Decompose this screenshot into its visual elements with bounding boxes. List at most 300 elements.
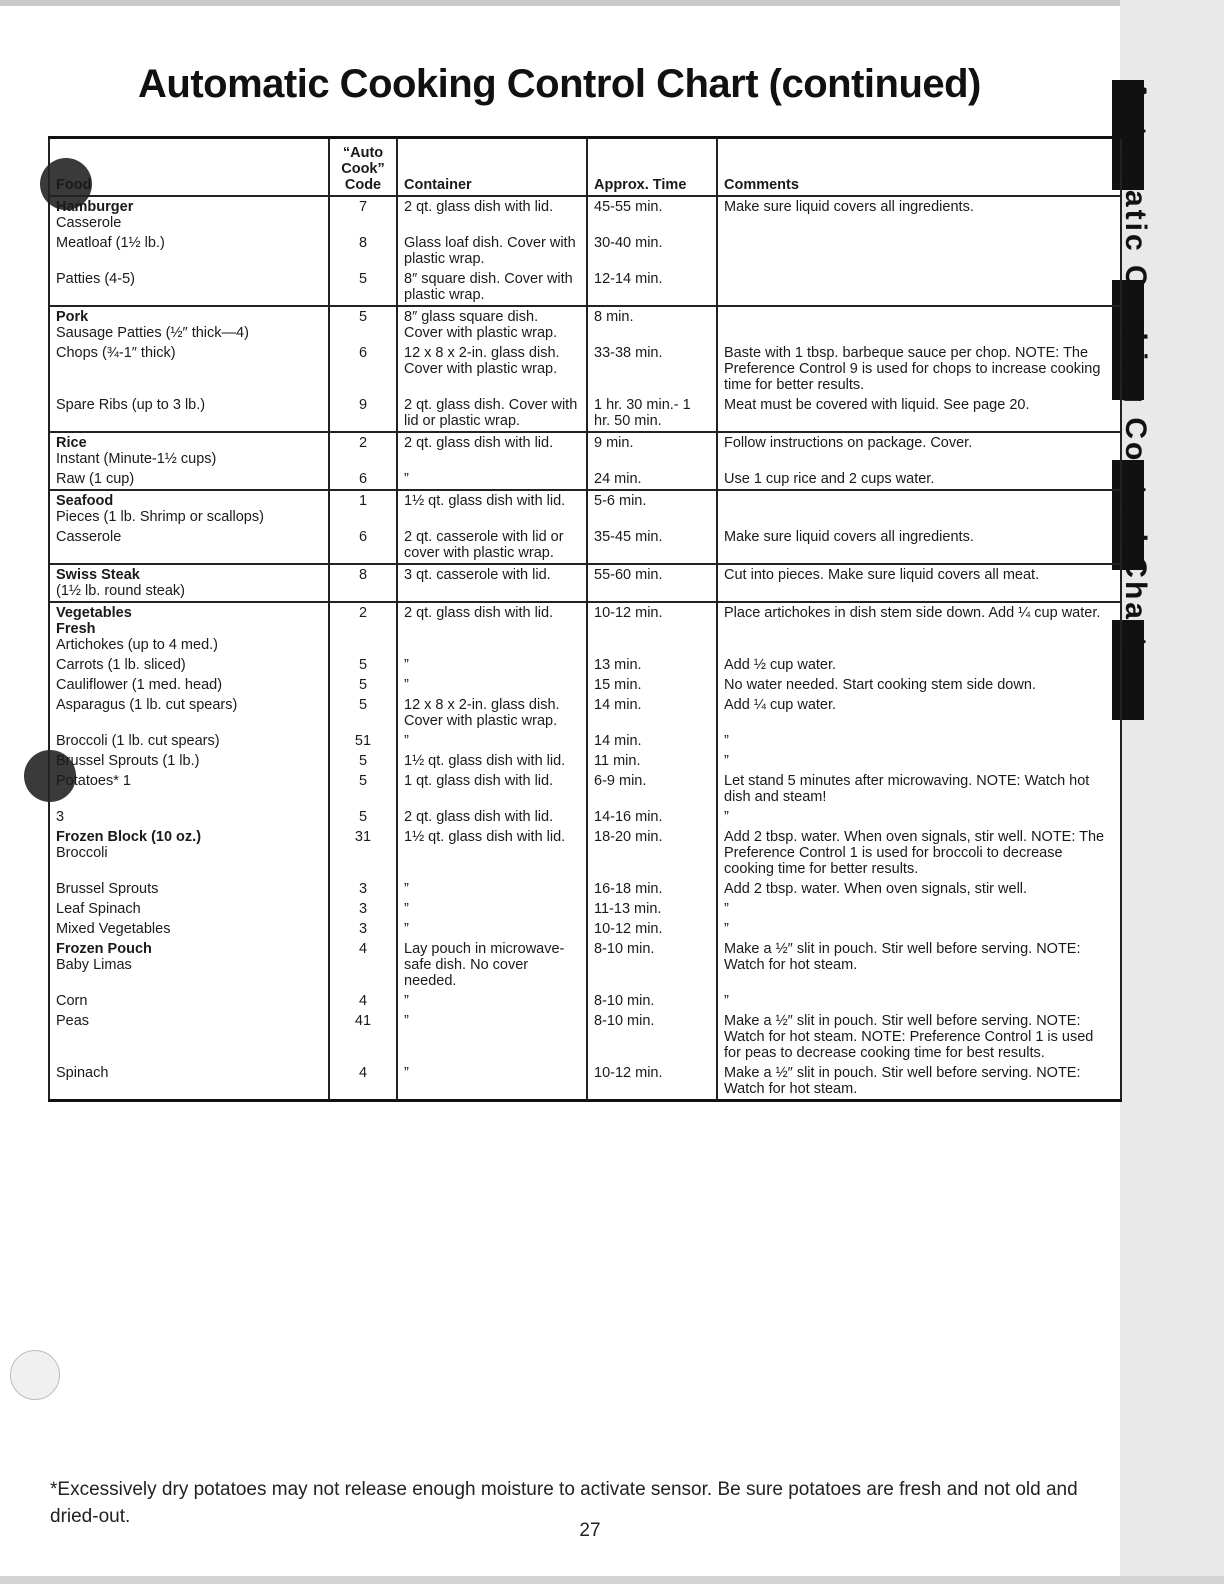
time-value: 5-6 min. xyxy=(594,493,647,509)
time-value: 13 min. xyxy=(594,657,642,673)
container-value: 12 x 8 x 2-in. glass dish. Cover with plastic wrap. xyxy=(404,345,560,377)
food-item: Pieces (1 lb. Shrimp or scallops) xyxy=(56,509,264,525)
cell-code xyxy=(329,879,397,899)
cell-container xyxy=(397,432,587,469)
food-item: Meatloaf (1½ lb.) xyxy=(56,235,165,251)
cell-code xyxy=(329,751,397,771)
cell-code xyxy=(329,939,397,991)
code-value: 41 xyxy=(354,1013,372,1029)
cell-food xyxy=(49,919,329,939)
cell-comments xyxy=(717,269,1121,306)
time-value: 33-38 min. xyxy=(594,345,663,361)
page-number: 27 xyxy=(579,1520,601,1541)
table-row xyxy=(49,919,1121,939)
cell-time xyxy=(587,269,717,306)
cell-food xyxy=(49,991,329,1011)
cell-code xyxy=(329,695,397,731)
food-item: Chops (¾-1″ thick) xyxy=(56,345,176,361)
cell-container xyxy=(397,343,587,395)
table-row xyxy=(49,675,1121,695)
food-subgroup-name: Fresh xyxy=(56,621,96,637)
food-subgroup-name: Frozen Block (10 oz.) xyxy=(56,829,202,845)
comments-value: No water needed. Start cooking stem side down. xyxy=(724,677,1036,693)
comments-value: Place artichokes in dish stem side down. Add ¼ cup water. xyxy=(724,605,1101,621)
cell-container xyxy=(397,731,587,751)
cell-time xyxy=(587,675,717,695)
food-item: Carrots (1 lb. sliced) xyxy=(56,657,186,673)
comments-value: Make sure liquid covers all ingredients. xyxy=(724,199,974,215)
table-row xyxy=(49,771,1121,807)
food-group-name: Hamburger xyxy=(56,199,134,215)
code-value: 51 xyxy=(354,733,372,749)
cell-food xyxy=(49,306,329,343)
cell-container xyxy=(397,771,587,807)
food-group-name: Rice xyxy=(56,435,87,451)
cell-code xyxy=(329,469,397,490)
time-value: 14 min. xyxy=(594,697,642,713)
container-value: 1½ qt. glass dish with lid. xyxy=(404,829,566,845)
cell-container xyxy=(397,879,587,899)
container-value: ” xyxy=(404,677,409,693)
table-row xyxy=(49,490,1121,527)
cell-code xyxy=(329,233,397,269)
cell-container xyxy=(397,695,587,731)
code-value: 4 xyxy=(358,941,368,957)
container-value: ” xyxy=(404,921,409,937)
table-row xyxy=(49,695,1121,731)
food-item: Broccoli (1 lb. cut spears) xyxy=(56,733,220,749)
table-row xyxy=(49,343,1121,395)
cell-comments xyxy=(717,879,1121,899)
food-item: Asparagus (1 lb. cut spears) xyxy=(56,697,238,713)
code-value: 31 xyxy=(354,829,372,845)
code-value: 8 xyxy=(358,235,368,251)
container-value: 1½ qt. glass dish with lid. xyxy=(404,493,566,509)
table-row xyxy=(49,564,1121,602)
time-value: 10-12 min. xyxy=(594,921,663,937)
food-item: Peas xyxy=(56,1013,90,1029)
cell-time xyxy=(587,395,717,432)
cell-time xyxy=(587,490,717,527)
container-value: ” xyxy=(404,993,409,1009)
cell-code xyxy=(329,1011,397,1063)
cell-container xyxy=(397,675,587,695)
cell-comments xyxy=(717,233,1121,269)
cell-container xyxy=(397,1063,587,1101)
page-title: Automatic Cooking Control Chart (continued) xyxy=(138,62,981,106)
food-item: Corn xyxy=(56,993,88,1009)
table-row xyxy=(49,306,1121,343)
table-row xyxy=(49,233,1121,269)
comments-value: Make a ½″ slit in pouch. Stir well before serving. NOTE: Watch for hot steam. xyxy=(724,941,1081,973)
table-header-row xyxy=(49,138,1121,197)
cell-time xyxy=(587,899,717,919)
cell-container xyxy=(397,602,587,655)
time-value: 11 min. xyxy=(594,753,641,769)
code-value: 8 xyxy=(358,567,368,583)
container-value: 8″ glass square dish. Cover with plastic wrap. xyxy=(404,309,558,341)
time-value: 1 hr. 30 min.- 1 hr. 50 min. xyxy=(594,397,691,429)
table-row xyxy=(49,751,1121,771)
cell-comments xyxy=(717,469,1121,490)
code-value: 5 xyxy=(358,657,368,673)
header-approx-time: Approx. Time xyxy=(587,138,717,197)
container-value: ” xyxy=(404,1065,409,1081)
cell-time xyxy=(587,919,717,939)
code-value: 4 xyxy=(358,993,368,1009)
time-value: 45-55 min. xyxy=(594,199,663,215)
scan-edge-bottom xyxy=(0,1576,1224,1584)
time-value: 35-45 min. xyxy=(594,529,663,545)
food-item: Spinach xyxy=(56,1065,109,1081)
code-value: 1 xyxy=(358,493,368,509)
cell-time xyxy=(587,695,717,731)
comments-value: Baste with 1 tbsp. barbeque sauce per chop. NOTE: The Preference Control 9 is used for chops to increase cooking time for better results. xyxy=(724,345,1101,393)
cell-comments xyxy=(717,807,1121,827)
food-group-name: Swiss Steak xyxy=(56,567,140,583)
comments-value: Make sure liquid covers all ingredients. xyxy=(724,529,974,545)
cell-comments xyxy=(717,602,1121,655)
cell-comments xyxy=(717,490,1121,527)
food-item: Spare Ribs (up to 3 lb.) xyxy=(56,397,206,413)
container-value: ” xyxy=(404,657,409,673)
table-row xyxy=(49,395,1121,432)
time-value: 16-18 min. xyxy=(594,881,663,897)
cell-food xyxy=(49,343,329,395)
cell-food xyxy=(49,395,329,432)
cell-container xyxy=(397,233,587,269)
food-item: Casserole xyxy=(56,215,122,231)
cell-container xyxy=(397,939,587,991)
cell-container xyxy=(397,751,587,771)
time-value: 10-12 min. xyxy=(594,1065,663,1081)
food-group-name: Seafood xyxy=(56,493,114,509)
cell-food xyxy=(49,827,329,879)
container-value: ” xyxy=(404,1013,409,1029)
food-subgroup-name: Frozen Pouch xyxy=(56,941,152,957)
code-value: 5 xyxy=(358,271,368,287)
comments-value: Add 2 tbsp. water. When oven signals, stir well. NOTE: The Preference Control 1 is used for broccoli to decrease cooking time for better results. xyxy=(724,829,1105,877)
comments-value: Add ½ cup water. xyxy=(724,657,837,673)
cell-container xyxy=(397,807,587,827)
comments-value: ” xyxy=(724,753,729,769)
time-value: 12-14 min. xyxy=(594,271,663,287)
cell-time xyxy=(587,564,717,602)
cell-code xyxy=(329,731,397,751)
food-item: Instant (Minute-1½ cups) xyxy=(56,451,217,467)
cell-food xyxy=(49,490,329,527)
container-value: 12 x 8 x 2-in. glass dish. Cover with plastic wrap. xyxy=(404,697,560,729)
cell-food xyxy=(49,469,329,490)
cell-code xyxy=(329,306,397,343)
container-value: 1 qt. glass dish with lid. xyxy=(404,773,554,789)
code-value: 5 xyxy=(358,753,368,769)
cell-container xyxy=(397,269,587,306)
comments-value: ” xyxy=(724,733,729,749)
cell-food xyxy=(49,1011,329,1063)
cell-comments xyxy=(717,991,1121,1011)
comments-value: Add ¼ cup water. xyxy=(724,697,837,713)
cell-time xyxy=(587,991,717,1011)
cell-container xyxy=(397,827,587,879)
food-item: Leaf Spinach xyxy=(56,901,141,917)
time-value: 18-20 min. xyxy=(594,829,663,845)
code-value: 6 xyxy=(358,471,368,487)
cell-container xyxy=(397,527,587,564)
cell-time xyxy=(587,655,717,675)
food-item: Brussel Sprouts (1 lb.) xyxy=(56,753,200,769)
code-value: 3 xyxy=(358,901,368,917)
table-row xyxy=(49,1063,1121,1101)
container-value: Glass loaf dish. Cover with plastic wrap. xyxy=(404,235,576,267)
comments-value: ” xyxy=(724,921,729,937)
cell-food xyxy=(49,751,329,771)
cell-comments xyxy=(717,343,1121,395)
code-value: 3 xyxy=(358,921,368,937)
food-group-name: Pork xyxy=(56,309,89,325)
cooking-chart-table xyxy=(48,136,1122,1102)
food-group-name: Vegetables xyxy=(56,605,132,621)
food-item: Potatoes* 1 xyxy=(56,773,131,789)
container-value: ” xyxy=(404,733,409,749)
footnote: *Excessively dry potatoes may not release enough moisture to activate sensor. Be sure potatoes are fresh and not old and dried-out. xyxy=(50,1479,1078,1527)
code-value: 7 xyxy=(358,199,368,215)
comments-value: ” xyxy=(724,901,729,917)
time-value: 8 min. xyxy=(594,309,634,325)
cell-code xyxy=(329,527,397,564)
cell-comments xyxy=(717,919,1121,939)
cell-comments xyxy=(717,899,1121,919)
food-item: 3 xyxy=(56,809,65,825)
time-value: 11-13 min. xyxy=(594,901,662,917)
time-value: 6-9 min. xyxy=(594,773,647,789)
cell-container xyxy=(397,991,587,1011)
comments-value: Meat must be covered with liquid. See page 20. xyxy=(724,397,1030,413)
cell-comments xyxy=(717,1011,1121,1063)
cell-food xyxy=(49,899,329,919)
cell-code xyxy=(329,269,397,306)
cell-code xyxy=(329,395,397,432)
cell-time xyxy=(587,233,717,269)
table-row xyxy=(49,602,1121,655)
code-value: 2 xyxy=(358,435,368,451)
time-value: 55-60 min. xyxy=(594,567,663,583)
cell-code xyxy=(329,919,397,939)
food-item: Cauliflower (1 med. head) xyxy=(56,677,223,693)
container-value: ” xyxy=(404,471,409,487)
cell-time xyxy=(587,807,717,827)
food-item: (1½ lb. round steak) xyxy=(56,583,185,599)
comments-value: ” xyxy=(724,809,729,825)
container-value: 2 qt. glass dish with lid. xyxy=(404,435,554,451)
cell-code xyxy=(329,899,397,919)
time-value: 9 min. xyxy=(594,435,634,451)
cell-food xyxy=(49,731,329,751)
table-row xyxy=(49,1011,1121,1063)
cell-comments xyxy=(717,306,1121,343)
table-row xyxy=(49,269,1121,306)
cell-food xyxy=(49,675,329,695)
cell-container xyxy=(397,919,587,939)
cell-container xyxy=(397,395,587,432)
comments-value: Make a ½″ slit in pouch. Stir well before serving. NOTE: Watch for hot steam. NOTE: Preference Control 1 is used for peas to decrease cooking time for best results. xyxy=(724,1013,1094,1061)
cell-food xyxy=(49,564,329,602)
food-item: Brussel Sprouts xyxy=(56,881,159,897)
scan-edge-top xyxy=(0,0,1224,6)
comments-value: Follow instructions on package. Cover. xyxy=(724,435,973,451)
container-value: 3 qt. casserole with lid. xyxy=(404,567,551,583)
table-row xyxy=(49,939,1121,991)
cell-time xyxy=(587,306,717,343)
cell-container xyxy=(397,899,587,919)
cell-food xyxy=(49,807,329,827)
table-row xyxy=(49,527,1121,564)
cell-container xyxy=(397,1011,587,1063)
cell-comments xyxy=(717,655,1121,675)
header-comments: Comments xyxy=(717,138,1121,197)
cell-food xyxy=(49,269,329,306)
container-value: Lay pouch in microwave-safe dish. No cover needed. xyxy=(404,941,565,989)
time-value: 15 min. xyxy=(594,677,642,693)
code-value: 6 xyxy=(358,345,368,361)
code-value: 5 xyxy=(358,677,368,693)
cell-container xyxy=(397,564,587,602)
cell-food xyxy=(49,233,329,269)
table-body xyxy=(49,196,1121,1101)
cell-time xyxy=(587,1063,717,1101)
comments-value: Cut into pieces. Make sure liquid covers all meat. xyxy=(724,567,1040,583)
code-value: 5 xyxy=(358,697,368,713)
time-value: 14-16 min. xyxy=(594,809,663,825)
container-value: 2 qt. glass dish with lid. xyxy=(404,605,554,621)
food-item: Artichokes (up to 4 med.) xyxy=(56,637,218,653)
cell-time xyxy=(587,602,717,655)
table-row xyxy=(49,731,1121,751)
cell-comments xyxy=(717,771,1121,807)
cell-container xyxy=(397,469,587,490)
time-value: 8-10 min. xyxy=(594,1013,655,1029)
comments-value: Make a ½″ slit in pouch. Stir well before serving. NOTE: Watch for hot steam. xyxy=(724,1065,1081,1097)
cell-food xyxy=(49,196,329,233)
time-value: 14 min. xyxy=(594,733,642,749)
cell-time xyxy=(587,879,717,899)
binder-hole xyxy=(10,1350,60,1400)
time-value: 10-12 min. xyxy=(594,605,663,621)
cell-food xyxy=(49,527,329,564)
cell-time xyxy=(587,432,717,469)
time-value: 8-10 min. xyxy=(594,993,655,1009)
header-auto-cook-code: “Auto Cook” Code xyxy=(329,138,397,197)
cell-food xyxy=(49,695,329,731)
cell-code xyxy=(329,343,397,395)
container-value: ” xyxy=(404,901,409,917)
cell-comments xyxy=(717,1063,1121,1101)
cell-comments xyxy=(717,196,1121,233)
food-item: Patties (4-5) xyxy=(56,271,135,287)
header-container: Container xyxy=(397,138,587,197)
time-value: 8-10 min. xyxy=(594,941,655,957)
code-value: 5 xyxy=(358,309,368,325)
cell-comments xyxy=(717,432,1121,469)
cell-comments xyxy=(717,827,1121,879)
food-item: Sausage Patties (½″ thick—4) xyxy=(56,325,249,341)
cell-code xyxy=(329,490,397,527)
cell-time xyxy=(587,527,717,564)
food-item: Broccoli xyxy=(56,845,108,861)
comments-value: ” xyxy=(724,993,729,1009)
cell-code xyxy=(329,807,397,827)
cell-food xyxy=(49,432,329,469)
container-value: 8″ square dish. Cover with plastic wrap. xyxy=(404,271,573,303)
cell-comments xyxy=(717,939,1121,991)
cell-code xyxy=(329,602,397,655)
time-value: 24 min. xyxy=(594,471,642,487)
food-item: Mixed Vegetables xyxy=(56,921,171,937)
cell-time xyxy=(587,751,717,771)
cell-comments xyxy=(717,695,1121,731)
cell-container xyxy=(397,196,587,233)
food-item: Casserole xyxy=(56,529,122,545)
time-value: 30-40 min. xyxy=(594,235,663,251)
table-row xyxy=(49,432,1121,469)
code-value: 3 xyxy=(358,881,368,897)
cell-time xyxy=(587,827,717,879)
cell-code xyxy=(329,564,397,602)
table-row xyxy=(49,469,1121,490)
cell-food xyxy=(49,1063,329,1101)
food-item: Baby Limas xyxy=(56,957,132,973)
cell-time xyxy=(587,939,717,991)
food-item: Raw (1 cup) xyxy=(56,471,135,487)
comments-value: Use 1 cup rice and 2 cups water. xyxy=(724,471,935,487)
container-value: 2 qt. casserole with lid or cover with plastic wrap. xyxy=(404,529,564,561)
cell-container xyxy=(397,655,587,675)
cell-comments xyxy=(717,731,1121,751)
cell-time xyxy=(587,771,717,807)
cell-code xyxy=(329,771,397,807)
table-row xyxy=(49,807,1121,827)
cell-comments xyxy=(717,395,1121,432)
container-value: 1½ qt. glass dish with lid. xyxy=(404,753,566,769)
cell-time xyxy=(587,1011,717,1063)
cell-code xyxy=(329,655,397,675)
cell-comments xyxy=(717,675,1121,695)
cell-food xyxy=(49,879,329,899)
cell-container xyxy=(397,306,587,343)
container-value: 2 qt. glass dish. Cover with lid or plastic wrap. xyxy=(404,397,578,429)
comments-value: Let stand 5 minutes after microwaving. NOTE: Watch hot dish and steam! xyxy=(724,773,1090,805)
cell-food xyxy=(49,939,329,991)
cell-comments xyxy=(717,527,1121,564)
code-value: 9 xyxy=(358,397,368,413)
code-value: 5 xyxy=(358,773,368,789)
cell-code xyxy=(329,196,397,233)
header-food: Food xyxy=(49,138,329,197)
cell-food xyxy=(49,771,329,807)
code-value: 6 xyxy=(358,529,368,545)
cell-food xyxy=(49,602,329,655)
table-row xyxy=(49,655,1121,675)
cell-code xyxy=(329,432,397,469)
container-value: 2 qt. glass dish with lid. xyxy=(404,199,554,215)
cell-code xyxy=(329,827,397,879)
cell-time xyxy=(587,343,717,395)
cell-comments xyxy=(717,564,1121,602)
code-value: 5 xyxy=(358,809,368,825)
table-row xyxy=(49,827,1121,879)
cell-code xyxy=(329,675,397,695)
cell-code xyxy=(329,991,397,1011)
